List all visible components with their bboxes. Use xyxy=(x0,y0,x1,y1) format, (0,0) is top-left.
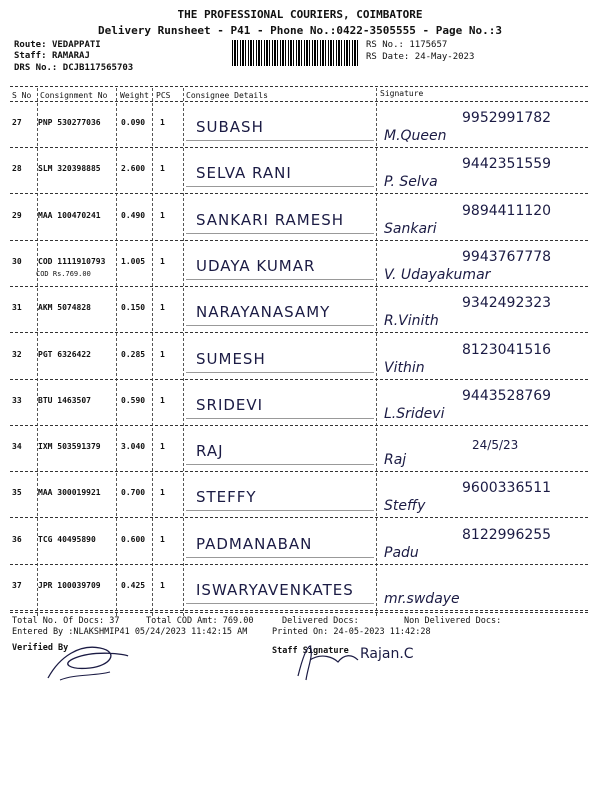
row-signature: M.Queen xyxy=(384,128,447,144)
verified-signature-scribble xyxy=(40,636,130,686)
row-weight: 2.600 xyxy=(121,164,146,173)
staff-line xyxy=(14,51,90,61)
route-label: Route: xyxy=(14,40,47,50)
row-sno: 29 xyxy=(12,211,22,220)
row-consignee-name: UDAYA KUMAR xyxy=(196,257,316,275)
row-name-underline xyxy=(186,372,374,373)
row-phone: 9894411120 xyxy=(462,203,552,219)
row-name-underline xyxy=(186,279,374,280)
row-signature: Steffy xyxy=(384,498,426,514)
row-note: 24/5/23 xyxy=(472,438,519,452)
row-consignee-name: SANKARI RAMESH xyxy=(196,211,345,229)
row-consignee-name: SUBASH xyxy=(196,118,264,136)
row-consignment: IXM 503591379 xyxy=(38,442,101,451)
row-signature: P. Selva xyxy=(384,174,438,190)
header-bottom-rule xyxy=(10,101,588,102)
row-phone: 9342492323 xyxy=(462,295,552,311)
row-phone: 9943767778 xyxy=(462,249,552,265)
row-pcs: 1 xyxy=(160,211,165,220)
row-consignee-name: SRIDEVI xyxy=(196,396,264,414)
row-name-underline xyxy=(186,603,374,604)
row-weight: 0.425 xyxy=(121,581,146,590)
staff-value: RAMARAJ xyxy=(51,51,90,61)
col-weight: Weight xyxy=(120,91,149,100)
row-sno: 28 xyxy=(12,164,22,173)
row-consignment: MAA 100470241 xyxy=(38,211,101,220)
company-title: THE PROFESSIONAL COURIERS, COIMBATORE xyxy=(177,8,423,21)
row-signature: V. Udayakumar xyxy=(384,267,491,283)
row-phone: 8123041516 xyxy=(462,342,552,358)
row-rule xyxy=(10,286,588,287)
row-pcs: 1 xyxy=(160,118,165,127)
row-signature: Vithin xyxy=(384,360,425,376)
drs-label: DRS No.: xyxy=(14,63,58,73)
drs-value: DCJB117565703 xyxy=(62,63,134,73)
row-name-underline xyxy=(186,464,374,465)
row-weight: 0.090 xyxy=(121,118,146,127)
row-name-underline xyxy=(186,186,374,187)
entered-by: Entered By :NLAKSHMIP41 05/24/2023 11:42:15 AM xyxy=(12,627,248,637)
row-cod-amount: COD Rs.769.00 xyxy=(36,270,91,278)
barcode-image xyxy=(232,40,358,66)
row-pcs: 1 xyxy=(160,257,165,266)
total-docs-line xyxy=(12,616,120,626)
row-weight: 0.490 xyxy=(121,211,146,220)
row-consignment: BTU 1463507 xyxy=(38,396,91,405)
row-signature: mr.swdaye xyxy=(384,591,460,607)
row-signature: R.Vinith xyxy=(384,313,439,329)
row-name-underline xyxy=(186,140,374,141)
row-consignment: SLM 320398885 xyxy=(38,164,101,173)
col-consignment: Consignment No xyxy=(40,91,108,100)
row-name-underline xyxy=(186,418,374,419)
route-value: VEDAPPATI xyxy=(51,40,101,50)
total-docs-value: 37 xyxy=(109,616,120,626)
runsheet-subtitle: Delivery Runsheet - P41 - Phone No.:0422-3505555 - Page No.:3 xyxy=(98,24,502,37)
row-consignee-name: RAJ xyxy=(196,442,224,460)
footer-rule xyxy=(10,612,588,613)
row-phone: 9952991782 xyxy=(462,110,552,126)
row-pcs: 1 xyxy=(160,488,165,497)
col-signature: Signature xyxy=(380,89,424,98)
row-weight: 0.600 xyxy=(121,535,146,544)
staff-signature-label: Staff Signature xyxy=(272,646,349,656)
rs-date-label: RS Date: xyxy=(366,52,410,62)
total-cod-label: Total COD Amt: xyxy=(146,616,218,626)
row-weight: 0.590 xyxy=(121,396,146,405)
row-pcs: 1 xyxy=(160,164,165,173)
col-divider xyxy=(183,88,184,616)
row-sno: 33 xyxy=(12,396,22,405)
row-pcs: 1 xyxy=(160,535,165,544)
row-sno: 34 xyxy=(12,442,22,451)
row-rule xyxy=(10,332,588,333)
row-weight: 0.700 xyxy=(121,488,146,497)
row-rule xyxy=(10,425,588,426)
row-consignee-name: SUMESH xyxy=(196,350,266,368)
row-weight: 0.285 xyxy=(121,350,146,359)
row-weight: 0.150 xyxy=(121,303,146,312)
row-consignment: MAA 300019921 xyxy=(38,488,101,497)
row-name-underline xyxy=(186,233,374,234)
row-signature: Sankari xyxy=(384,221,437,237)
staff-signature-text: Rajan.C xyxy=(360,646,414,662)
printed-on: Printed On: 24-05-2023 11:42:28 xyxy=(272,627,431,637)
row-weight: 1.005 xyxy=(121,257,146,266)
non-delivered-docs-label: Non Delivered Docs: xyxy=(404,616,502,626)
row-consignee-name: SELVA RANI xyxy=(196,164,292,182)
row-sno: 35 xyxy=(12,488,22,497)
row-phone: 9443528769 xyxy=(462,388,552,404)
row-sno: 30 xyxy=(12,257,22,266)
rs-no-label: RS No.: xyxy=(366,40,404,50)
col-consignee: Consignee Details xyxy=(186,91,268,100)
col-divider xyxy=(116,88,117,616)
header-top-rule xyxy=(10,86,588,87)
row-rule xyxy=(10,564,588,565)
delivered-docs-label: Delivered Docs: xyxy=(282,616,359,626)
staff-label: Staff: xyxy=(14,51,47,61)
col-pcs: PCS xyxy=(156,91,171,100)
row-sno: 27 xyxy=(12,118,22,127)
row-sno: 32 xyxy=(12,350,22,359)
row-consignment: AKM 5074828 xyxy=(38,303,91,312)
row-rule xyxy=(10,610,588,611)
row-consignment: PGT 6326422 xyxy=(38,350,91,359)
row-sno: 36 xyxy=(12,535,22,544)
row-name-underline xyxy=(186,325,374,326)
row-phone: 9600336511 xyxy=(462,480,552,496)
row-weight: 3.040 xyxy=(121,442,146,451)
row-rule xyxy=(10,471,588,472)
total-cod-line xyxy=(146,616,254,626)
row-name-underline xyxy=(186,510,374,511)
row-rule xyxy=(10,379,588,380)
row-pcs: 1 xyxy=(160,350,165,359)
row-pcs: 1 xyxy=(160,442,165,451)
row-consignee-name: PADMANABAN xyxy=(196,535,313,553)
total-cod-value: 769.00 xyxy=(222,616,254,626)
row-consignee-name: ISWARYAVENKATES xyxy=(196,581,354,599)
row-consignee-name: STEFFY xyxy=(196,488,257,506)
row-name-underline xyxy=(186,557,374,558)
row-consignee-name: NARAYANASAMY xyxy=(196,303,331,321)
row-pcs: 1 xyxy=(160,396,165,405)
col-divider xyxy=(152,88,153,616)
row-signature: L.Sridevi xyxy=(384,406,445,422)
row-sno: 31 xyxy=(12,303,22,312)
verified-by-label: Verified By xyxy=(12,643,69,653)
col-sno: S No xyxy=(12,91,32,100)
row-sno: 37 xyxy=(12,581,22,590)
row-signature: Padu xyxy=(384,545,419,561)
row-consignment: TCG 40495890 xyxy=(38,535,96,544)
row-consignment: PNP 530277036 xyxy=(38,118,101,127)
row-consignment: JPR 100039709 xyxy=(38,581,101,590)
route-line xyxy=(14,40,101,50)
row-rule xyxy=(10,147,588,148)
row-pcs: 1 xyxy=(160,581,165,590)
row-phone: 8122996255 xyxy=(462,527,552,543)
total-docs-label: Total No. Of Docs: xyxy=(12,616,105,626)
rs-no-value: 1175657 xyxy=(409,40,448,50)
row-signature: Raj xyxy=(384,452,407,468)
col-divider xyxy=(376,88,377,616)
rs-date-value: 24-May-2023 xyxy=(414,52,475,62)
row-phone: 9442351559 xyxy=(462,156,552,172)
row-pcs: 1 xyxy=(160,303,165,312)
rs-date-line xyxy=(366,52,474,62)
rs-no-line xyxy=(366,40,447,50)
row-rule xyxy=(10,193,588,194)
row-rule xyxy=(10,240,588,241)
drs-line xyxy=(14,63,133,73)
row-consignment: COD 1111910793 xyxy=(38,257,106,266)
row-rule xyxy=(10,517,588,518)
